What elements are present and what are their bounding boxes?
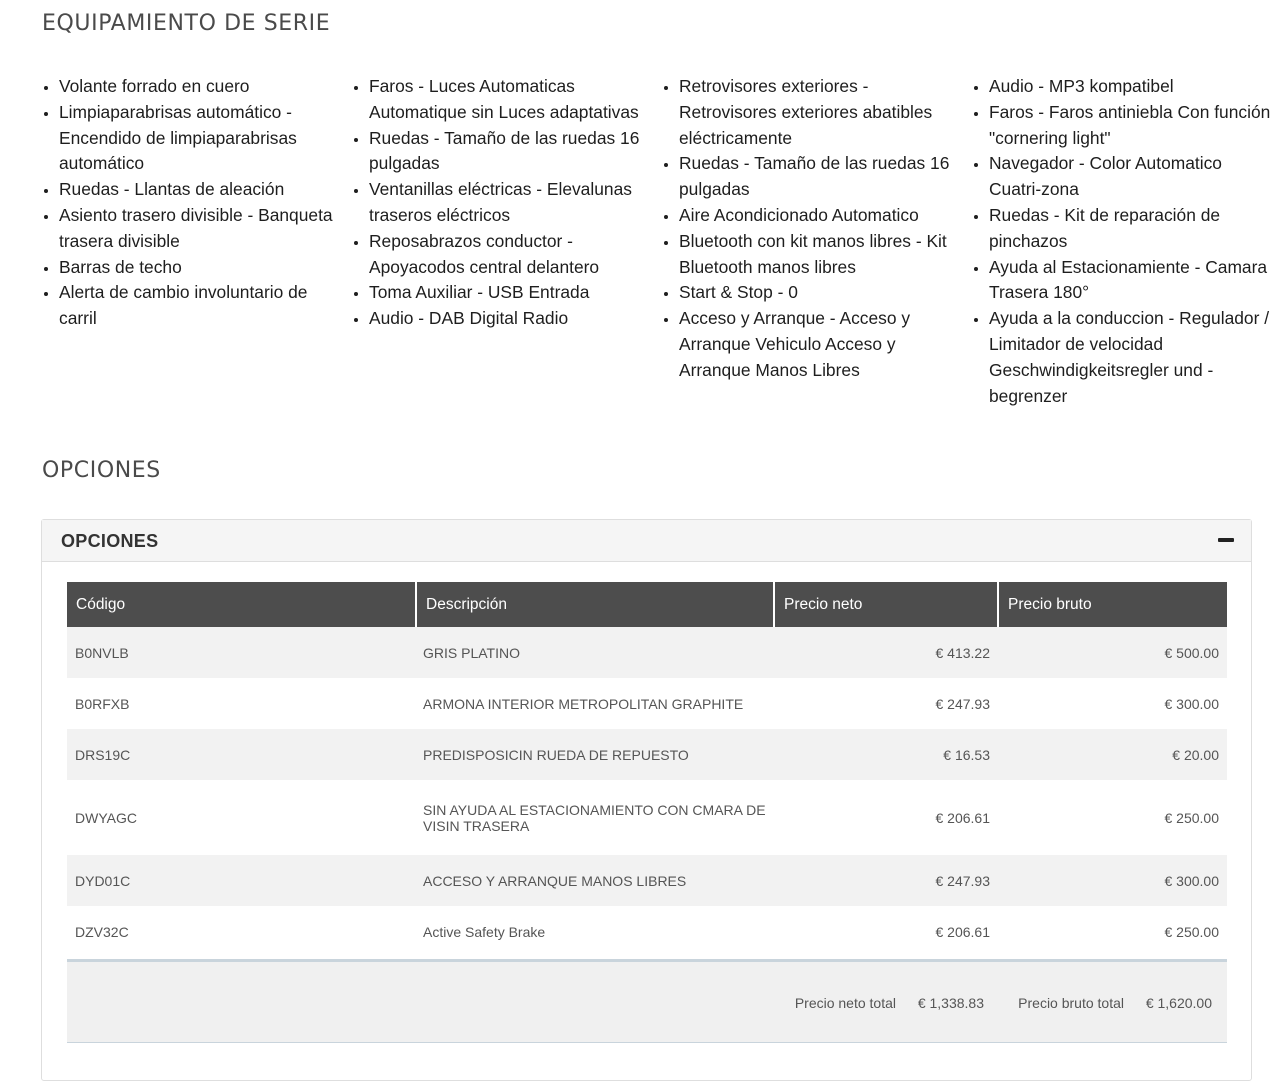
codigo-cell: B0NVLB [67, 627, 416, 678]
precio-neto-total-label: Precio neto total [794, 995, 896, 1011]
precio-neto-cell: € 206.61 [774, 780, 998, 855]
column-header-precio-neto: Precio neto [774, 582, 998, 627]
codigo-cell: B0RFXB [67, 678, 416, 729]
equipamiento-item: • Ayuda a la conduccion - Regulador / Limitador de velocidad Geschwindigkeitsregler und -begrenzer [989, 306, 1276, 409]
opciones-panel [41, 519, 1252, 1081]
table-row [67, 729, 1227, 780]
descripcion-cell: ARMONA INTERIOR METROPOLITAN GRAPHITE [416, 678, 774, 729]
equipamiento-item: • Audio - MP3 kompatibel [989, 74, 1276, 100]
equipamiento-item: • Audio - DAB Digital Radio [369, 306, 656, 332]
equipamiento-item: • Volante forrado en cuero [59, 74, 346, 100]
equipamiento-item: • Alerta de cambio involuntario de carril [59, 280, 346, 332]
minus-icon[interactable] [1218, 538, 1234, 542]
equipamiento-item: • Ayuda al Estacionamiente - Camara Trasera 180° [989, 255, 1276, 307]
descripcion-cell: SIN AYUDA AL ESTACIONAMIENTO CON CMARA DE VISIN TRASERA [416, 780, 774, 855]
equipamiento-item: • Toma Auxiliar - USB Entrada [369, 280, 656, 306]
precio-neto-cell: € 206.61 [774, 906, 998, 957]
equipamiento-item: • Acceso y Arranque - Acceso y Arranque Vehiculo Acceso y Arranque Manos Libres [679, 306, 966, 383]
opciones-panel-header[interactable] [42, 520, 1251, 562]
column-header-precio-bruto: Precio bruto [998, 582, 1227, 627]
equipamiento-heading: EQUIPAMIENTO DE SERIE [42, 11, 331, 36]
equipamiento-item: • Asiento trasero divisible - Banqueta trasera divisible [59, 203, 346, 255]
equipamiento-list [36, 74, 1276, 409]
opciones-heading: OPCIONES [42, 458, 161, 483]
equipamiento-item: • Navegador - Color Automatico Cuatri-zona [989, 151, 1276, 203]
precio-neto-cell: € 413.22 [774, 627, 998, 678]
codigo-cell: DWYAGC [67, 780, 416, 855]
equipamiento-item: • Limpiaparabrisas automático - Encendido de limpiaparabrisas automático [59, 100, 346, 177]
precio-bruto-total-value: € 1,620.00 [1145, 995, 1212, 1011]
equipamiento-column-1 [36, 74, 346, 409]
precio-bruto-cell: € 300.00 [998, 855, 1227, 906]
descripcion-cell: Active Safety Brake [416, 906, 774, 957]
equipamiento-item: • Barras de techo [59, 255, 346, 281]
codigo-cell: DRS19C [67, 729, 416, 780]
descripcion-cell: ACCESO Y ARRANQUE MANOS LIBRES [416, 855, 774, 906]
precio-bruto-cell: € 500.00 [998, 627, 1227, 678]
precio-neto-cell: € 247.93 [774, 855, 998, 906]
equipamiento-item: • Bluetooth con kit manos libres - Kit Bluetooth manos libres [679, 229, 966, 281]
opciones-table [67, 582, 1227, 957]
table-row [67, 855, 1227, 906]
equipamiento-item: • Faros - Luces Automaticas Automatique sin Luces adaptativas [369, 74, 656, 126]
table-header-row [67, 582, 1227, 627]
equipamiento-item: • Faros - Faros antiniebla Con función "cornering light" [989, 100, 1276, 152]
column-header-codigo: Código [67, 582, 416, 627]
equipamiento-item: • Ruedas - Llantas de aleación [59, 177, 346, 203]
column-header-descripcion: Descripción [416, 582, 774, 627]
totals-row [67, 959, 1227, 1043]
precio-neto-cell: € 247.93 [774, 678, 998, 729]
equipamiento-column-4 [966, 74, 1276, 409]
equipamiento-item: • Ruedas - Kit de reparación de pinchazos [989, 203, 1276, 255]
codigo-cell: DYD01C [67, 855, 416, 906]
precio-bruto-cell: € 300.00 [998, 678, 1227, 729]
equipamiento-item: • Aire Acondicionado Automatico [679, 203, 966, 229]
table-row [67, 780, 1227, 855]
precio-neto-cell: € 16.53 [774, 729, 998, 780]
equipamiento-item: • Ruedas - Tamaño de las ruedas 16 pulgadas [679, 151, 966, 203]
equipamiento-item: • Start & Stop - 0 [679, 280, 966, 306]
equipamiento-item: • Ruedas - Tamaño de las ruedas 16 pulgadas [369, 126, 656, 178]
codigo-cell: DZV32C [67, 906, 416, 957]
equipamiento-column-2 [346, 74, 656, 409]
descripcion-cell: PREDISPOSICIN RUEDA DE REPUESTO [416, 729, 774, 780]
precio-bruto-cell: € 250.00 [998, 780, 1227, 855]
equipamiento-item: • Reposabrazos conductor - Apoyacodos central delantero [369, 229, 656, 281]
descripcion-cell: GRIS PLATINO [416, 627, 774, 678]
equipamiento-column-3 [656, 74, 966, 409]
precio-bruto-cell: € 250.00 [998, 906, 1227, 957]
table-row [67, 627, 1227, 678]
opciones-panel-title: OPCIONES [61, 531, 159, 551]
equipamiento-item: • Ventanillas eléctricas - Elevalunas traseros eléctricos [369, 177, 656, 229]
precio-bruto-cell: € 20.00 [998, 729, 1227, 780]
table-row [67, 678, 1227, 729]
equipamiento-item: • Retrovisores exteriores - Retrovisores exteriores abatibles eléctricamente [679, 74, 966, 151]
table-row [67, 906, 1227, 957]
precio-bruto-total-label: Precio bruto total [1018, 995, 1124, 1011]
precio-neto-total-value: € 1,338.83 [917, 995, 984, 1011]
